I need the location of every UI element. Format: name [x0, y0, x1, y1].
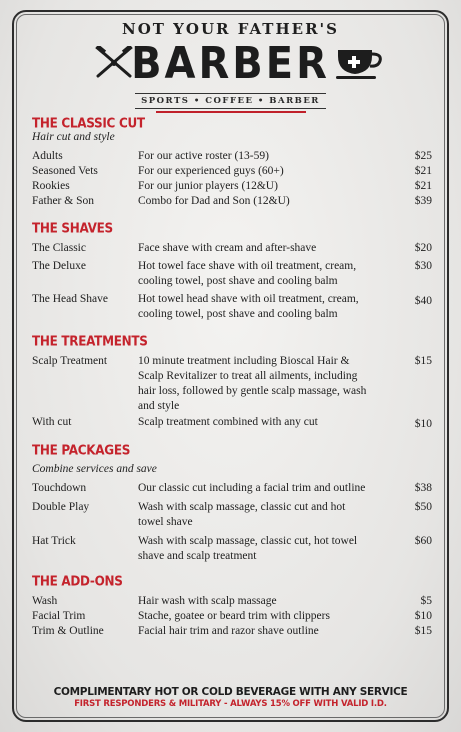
item-name: Facial Trim	[32, 610, 86, 622]
section-classic-cut	[32, 116, 430, 209]
item-desc: Face shave with cream and after-shave	[138, 242, 317, 254]
menu-item	[32, 624, 430, 639]
section-title: THE SHAVES	[32, 220, 113, 236]
red-rule	[156, 111, 306, 113]
item-name: Rookies	[32, 180, 70, 192]
coffee-cup-icon	[336, 46, 382, 80]
item-desc: Our classic cut including a facial trim and outline	[138, 482, 366, 494]
item-price: $15	[414, 625, 432, 637]
footer	[0, 686, 461, 709]
subtagline: SPORTS • COFFEE • BARBER	[135, 93, 326, 109]
menu-item	[32, 481, 430, 496]
item-price: $21	[414, 180, 432, 192]
section-subtitle: Hair cut and style	[32, 131, 115, 143]
item-price: $10	[414, 418, 432, 430]
item-name: Double Play	[32, 501, 90, 513]
item-name: Touchdown	[32, 482, 87, 494]
menu-item	[32, 164, 430, 179]
item-name: Adults	[32, 150, 63, 162]
item-name: Scalp Treatment	[32, 355, 108, 367]
item-price: $60	[414, 535, 432, 547]
item-price: $40	[414, 295, 432, 307]
item-name: The Deluxe	[32, 260, 86, 272]
item-price: $15	[414, 355, 432, 367]
item-price: $25	[414, 150, 432, 162]
menu-item	[32, 609, 430, 624]
item-desc: Wash with scalp massage, classic cut and hot towel shave	[138, 501, 346, 528]
item-name: With cut	[32, 416, 72, 428]
item-price: $20	[414, 242, 432, 254]
item-price: $5	[420, 595, 432, 607]
item-name: Father & Son	[32, 195, 94, 207]
item-desc: Hair wash with scalp massage	[138, 595, 277, 607]
menu-item	[32, 292, 430, 322]
item-price: $50	[414, 501, 432, 513]
menu-body	[32, 116, 430, 639]
discount-note: FIRST RESPONDERS & MILITARY - ALWAYS 15% OFF WITH VALID I.D.	[74, 699, 387, 709]
section-packages	[32, 443, 430, 564]
complimentary-note: COMPLIMENTARY HOT OR COLD BEVERAGE WITH ANY SERVICE	[53, 686, 408, 698]
item-name: Wash	[32, 595, 58, 607]
section-shaves	[32, 221, 430, 322]
item-desc: Wash with scalp massage, classic cut, hot towel shave and scalp treatment	[138, 535, 358, 562]
section-title: THE TREATMENTS	[32, 333, 148, 349]
item-desc: Facial hair trim and razor shave outline	[138, 625, 319, 637]
section-title: THE ADD-ONS	[32, 573, 123, 589]
section-subtitle: Combine services and save	[32, 463, 157, 475]
item-price: $21	[414, 165, 432, 177]
menu-item	[32, 149, 430, 164]
header	[0, 20, 461, 113]
item-desc: Stache, goatee or beard trim with clippers	[138, 610, 330, 622]
menu-item	[32, 500, 430, 530]
menu-item	[32, 415, 430, 430]
item-name: Hat Trick	[32, 535, 76, 547]
brand-title: BARBER	[131, 39, 330, 89]
item-desc: 10 minute treatment including Bioscal Hair & Scalp Revitalizer to treat all ailments, including hair loss, followed by gentle scalp massage, wash and style	[138, 355, 367, 412]
section-title: THE PACKAGES	[32, 442, 131, 458]
item-name: The Classic	[32, 242, 86, 254]
item-desc: For our junior players (12&U)	[138, 180, 278, 192]
item-desc: Combo for Dad and Son (12&U)	[138, 195, 290, 207]
item-name: Trim & Outline	[32, 625, 104, 637]
item-name: Seasoned Vets	[32, 165, 98, 177]
item-desc: Hot towel head shave with oil treatment, cream, cooling towel, post shave and cooling balm	[138, 293, 359, 320]
item-price: $38	[414, 482, 432, 494]
section-title: THE CLASSIC CUT	[32, 115, 145, 131]
menu-item	[32, 594, 430, 609]
brand-row	[0, 40, 461, 88]
item-desc: Hot towel face shave with oil treatment, cream, cooling towel, post shave and cooling balm	[138, 260, 357, 287]
menu-item	[32, 194, 430, 209]
section-add-ons	[32, 574, 430, 639]
item-desc: Scalp treatment combined with any cut	[138, 416, 318, 428]
menu-item	[32, 259, 430, 289]
item-price: $39	[414, 195, 432, 207]
item-price: $10	[414, 610, 432, 622]
item-name: The Head Shave	[32, 293, 108, 305]
item-desc: For our experienced guys (60+)	[138, 165, 284, 177]
menu-item	[32, 354, 430, 414]
menu-item	[32, 179, 430, 194]
menu-item	[32, 534, 430, 564]
menu-item	[32, 241, 430, 256]
item-desc: For our active roster (13-59)	[138, 150, 269, 162]
tagline: NOT YOUR FATHER'S	[122, 20, 339, 38]
item-price: $30	[414, 260, 432, 272]
section-treatments	[32, 334, 430, 430]
